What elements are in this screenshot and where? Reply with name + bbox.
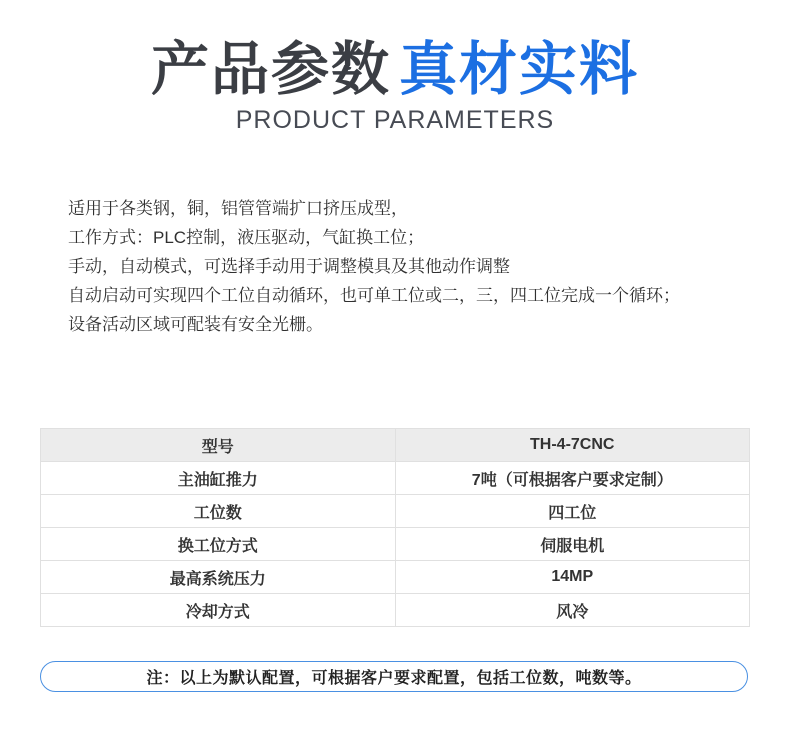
spec-value: TH-4-7CNC: [395, 429, 750, 462]
note-text: 注：以上为默认配置，可根据客户要求配置，包括工位数，吨数等。: [146, 670, 642, 687]
spec-label: 换工位方式: [41, 528, 396, 561]
spec-table: [40, 428, 750, 627]
description-line: 工作方式：PLC控制，液压驱动，气缸换工位；: [68, 228, 425, 247]
spec-label: 主油缸推力: [41, 462, 396, 495]
page-subtitle: PRODUCT PARAMETERS: [235, 106, 555, 134]
page-header: [0, 38, 790, 134]
description-line: 设备活动区域可配装有安全光栅。: [68, 315, 323, 334]
spec-value: 7吨（可根据客户要求定制）: [395, 462, 750, 495]
table-header-row: [41, 429, 750, 462]
description-line: 适用于各类钢，铜，铝管管端扩口挤压成型，: [68, 199, 408, 218]
spec-value: 伺服电机: [395, 528, 750, 561]
table-row: [41, 528, 750, 561]
spec-value: 风冷: [395, 594, 750, 627]
spec-label: 型号: [41, 429, 396, 462]
description-line: 自动启动可实现四个工位自动循环，也可单工位或二，三，四工位完成一个循环；: [68, 286, 680, 305]
product-description: [68, 194, 728, 339]
default-config-note: [40, 661, 748, 692]
page-title-accent: 真材实料: [399, 37, 640, 102]
table-row: [41, 462, 750, 495]
spec-label: 冷却方式: [41, 594, 396, 627]
page-title-dark: 产品参数: [150, 37, 391, 102]
table-row: [41, 495, 750, 528]
description-line: 手动，自动模式，可选择手动用于调整模具及其他动作调整: [68, 257, 510, 276]
spec-label: 工位数: [41, 495, 396, 528]
spec-label: 最高系统压力: [41, 561, 396, 594]
spec-value: 14MP: [395, 561, 750, 594]
spec-value: 四工位: [395, 495, 750, 528]
table-row: [41, 594, 750, 627]
table-row: [41, 561, 750, 594]
page-title: [0, 38, 790, 102]
